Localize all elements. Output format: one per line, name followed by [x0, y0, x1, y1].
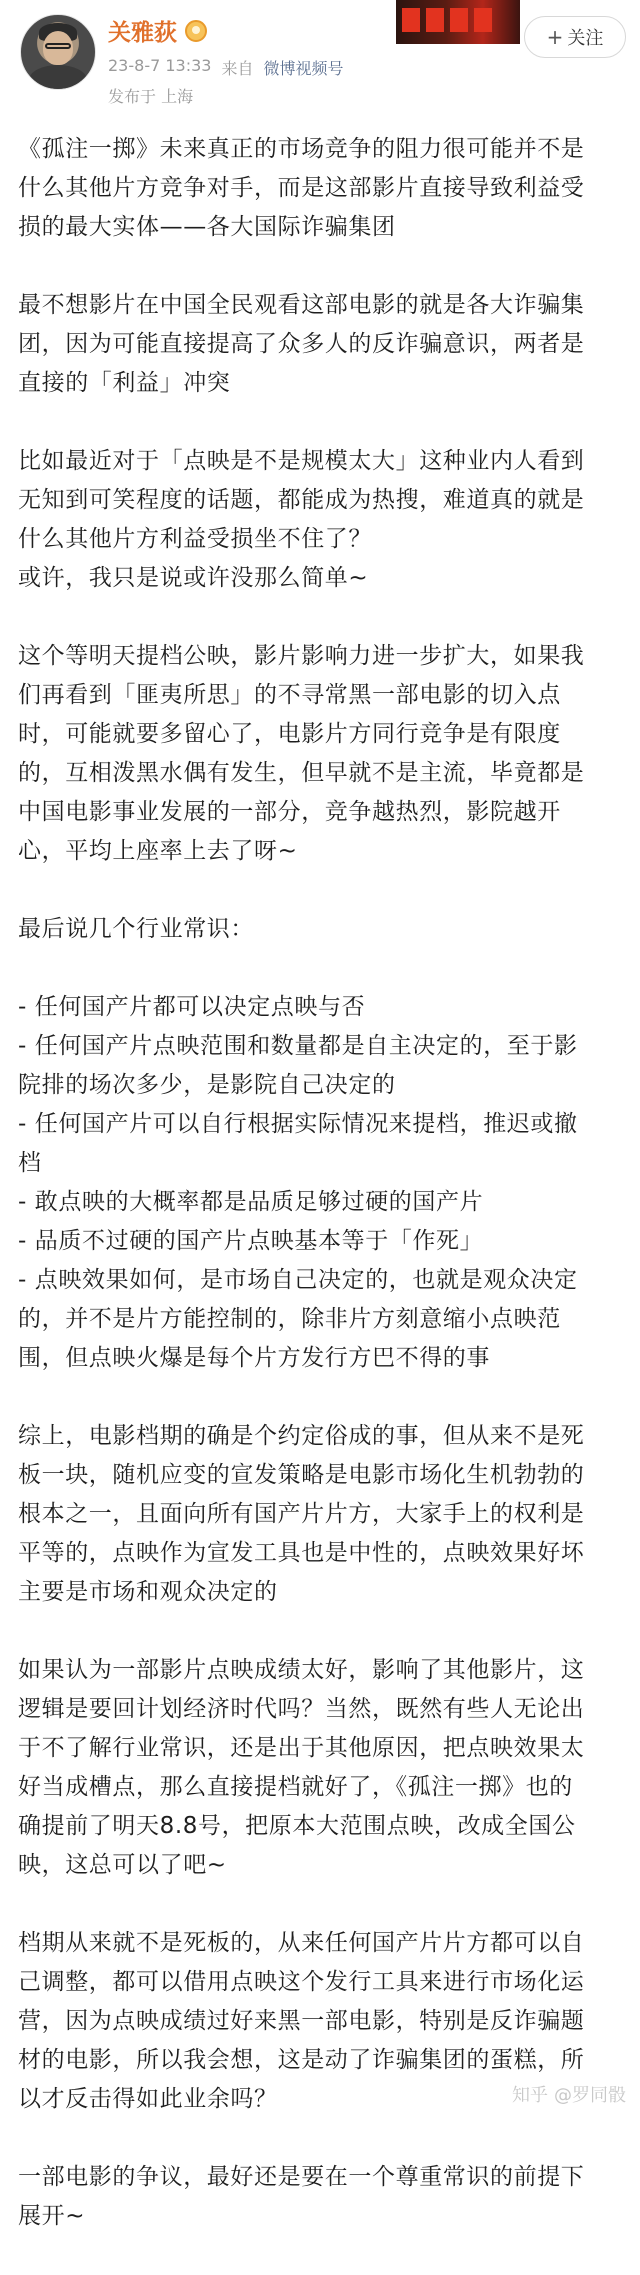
text-line: 时，可能就要多留心了，电影片方同行竞争是有限度 — [18, 721, 561, 747]
list-item: - 任何国产片点映范围和数量都是自主决定的，至于影 — [18, 1033, 578, 1059]
text-line: 确提前了明天8.8号，把原本大范围点映，改成全国公 — [18, 1813, 576, 1839]
text-line: 损的最大实体——各大国际诈骗集团 — [18, 214, 396, 240]
text-line: 映，这总可以了吧~ — [18, 1852, 227, 1878]
text-line: 材的电影，所以我会想，这是动了诈骗集团的蛋糕，所 — [18, 2047, 585, 2073]
post-source-link[interactable]: 微博视频号 — [263, 59, 344, 78]
text-line: 板一块，随机应变的宣发策略是电影市场化生机勃勃的 — [18, 1462, 585, 1488]
text-line: 于不了解行业常识，还是出于其他原因，把点映效果太 — [18, 1735, 585, 1761]
paragraph — [18, 286, 622, 403]
follow-button[interactable] — [524, 16, 626, 58]
list-item: 院排的场次多少，是影院自己决定的 — [18, 1072, 396, 1098]
follow-label: 关注 — [567, 28, 604, 49]
text-line: 团，因为可能直接提高了众多人的反诈骗意识，两者是 — [18, 331, 585, 357]
list-item: 档 — [18, 1150, 42, 1176]
text-line: 无知到可笑程度的话题，都能成为热搜，难道真的就是 — [18, 487, 585, 513]
list-item: 的，并不是片方能控制的，除非片方刻意缩小点映范 — [18, 1306, 561, 1332]
text-line: 什么其他片方利益受损坐不住了？ — [18, 526, 372, 552]
avatar-glasses — [45, 43, 71, 49]
plus-icon: + — [546, 25, 564, 49]
watermark-user: @罗同骰 — [554, 2085, 626, 2106]
vip-badge-icon — [185, 20, 207, 42]
decorative-banner-image — [396, 0, 520, 44]
list-item: - 任何国产片都可以决定点映与否 — [18, 994, 366, 1020]
text-line: 营，因为点映成绩过好来黑一部电影，特别是反诈骗题 — [18, 2008, 585, 2034]
text-line: 最后说几个行业常识： — [18, 916, 254, 942]
text-line: 们再看到「匪夷所思」的不寻常黑一部电影的切入点 — [18, 682, 561, 708]
post-timestamp: 23-8-7 13:33 — [108, 56, 212, 75]
paragraph — [18, 1417, 622, 1612]
text-line: 根本之一，且面向所有国产片片方，大家手上的权利是 — [18, 1501, 585, 1527]
text-line: 一部电影的争议，最好还是要在一个尊重常识的前提下 — [18, 2164, 585, 2190]
list-item: - 点映效果如何，是市场自己决定的，也就是观众决定 — [18, 1267, 578, 1293]
text-line: 什么其他片方竞争对手，而是这部影片直接导致利益受 — [18, 175, 585, 201]
text-line: 以才反击得如此业余吗？ — [18, 2086, 278, 2112]
text-line: 中国电影事业发展的一部分，竞争越热烈，影院越开 — [18, 799, 561, 825]
text-line: 主要是市场和观众决定的 — [18, 1579, 278, 1605]
watermark — [512, 2081, 626, 2107]
paragraph — [18, 130, 622, 247]
avatar-body — [29, 65, 87, 90]
text-line: 平等的，点映作为宣发工具也是中性的，点映效果好坏 — [18, 1540, 585, 1566]
list-item: - 任何国产片可以自行根据实际情况来提档，推迟或撤 — [18, 1111, 578, 1137]
bullet-list — [18, 988, 622, 1378]
avatar[interactable] — [20, 14, 96, 90]
post-location: 发布于 上海 — [108, 87, 194, 106]
paragraph — [18, 910, 622, 949]
text-line: 《孤注一掷》未来真正的市场竞争的阻力很可能并不是 — [18, 136, 585, 162]
text-line: 档期从来就不是死板的，从来任何国产片片方都可以自 — [18, 1930, 585, 1956]
paragraph — [18, 442, 622, 598]
paragraph — [18, 2158, 622, 2236]
text-line: 的，互相泼黑水偶有发生，但早就不是主流，毕竟都是 — [18, 760, 585, 786]
author-row — [108, 14, 207, 47]
list-item: - 品质不过硬的国产片点映基本等于「作死」 — [18, 1228, 484, 1254]
post-body — [18, 130, 622, 2275]
text-line: 逻辑是要回计划经济时代吗？当然，既然有些人无论出 — [18, 1696, 585, 1722]
text-line: 或许，我只是说或许没那么简单~ — [18, 565, 369, 591]
source-prefix: 来自 — [221, 59, 254, 78]
text-line: 这个等明天提档公映，影片影响力进一步扩大，如果我 — [18, 643, 585, 669]
text-line: 心，平均上座率上去了呀~ — [18, 838, 298, 864]
text-line: 好当成槽点，那么直接提档就好了，《孤注一掷》也的 — [18, 1774, 573, 1800]
text-line: 己调整，都可以借用点映这个发行工具来进行市场化运 — [18, 1969, 585, 1995]
paragraph — [18, 637, 622, 871]
watermark-site: 知乎 — [512, 2085, 548, 2106]
list-item: 围，但点映火爆是每个片方发行方巴不得的事 — [18, 1345, 490, 1371]
list-item: - 敢点映的大概率都是品质足够过硬的国产片 — [18, 1189, 484, 1215]
text-line: 综上，电影档期的确是个约定俗成的事，但从来不是死 — [18, 1423, 585, 1449]
post-header — [0, 0, 640, 118]
text-line: 直接的「利益」冲突 — [18, 370, 231, 396]
text-line: 比如最近对于「点映是不是规模太大」这种业内人看到 — [18, 448, 585, 474]
text-line: 如果认为一部影片点映成绩太好，影响了其他影片，这 — [18, 1657, 585, 1683]
post-meta — [108, 56, 344, 79]
author-name[interactable]: 关雅荻 — [108, 20, 177, 46]
paragraph — [18, 1651, 622, 1885]
text-line: 展开~ — [18, 2203, 86, 2229]
text-line: 最不想影片在中国全民观看这部电影的就是各大诈骗集 — [18, 292, 585, 318]
